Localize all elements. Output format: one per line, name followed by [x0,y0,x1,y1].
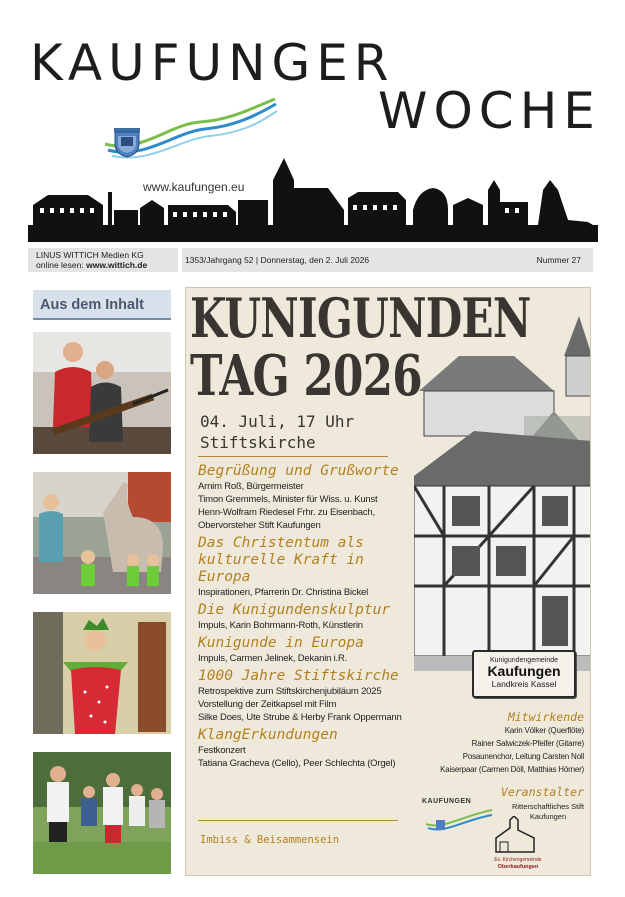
online-label: online lesen: [36,260,84,270]
organizer-block [501,785,584,799]
church-logo [488,816,548,872]
section-line: Inspirationen, Pfarrerin Dr. Christina Bickel [198,587,368,598]
poster-headline-line2: TAG 2026 [190,343,422,409]
participant: Posaunenchor, Leitung Carsten Noll [462,752,584,761]
town-skyline-illustration [28,150,598,242]
organizer-label: Veranstalter [500,785,584,799]
program-section [198,668,438,724]
participant: Karin Völker (Querflöte) [504,726,584,735]
program-section [198,727,438,770]
section-line: Timon Gremmels, Minister für Wiss. u. Kunst [198,494,378,505]
stift-line1: Ritterschaftliches Stift [511,802,585,811]
masthead-title-line1: KAUFUNGER [30,34,395,92]
issue-date: 1353/Jahrgang 52 | Donnerstag, den 2. Juli 2026 [185,255,370,265]
section-line: Vorstellung der Zeitkapsel mit Film [198,699,337,710]
section-line: Obervorsteher Stift Kaufungen [198,520,321,531]
event-place: Stiftskirche [200,433,316,452]
contents-sidebar [33,290,171,877]
sign-name: Kaufungen [487,663,561,679]
section-line: Impuls, Karin Bohrmann-Roth, Künstlerin [198,620,363,631]
kaufungen-logo-text: KAUFUNGEN [422,798,472,805]
sign-bottom: Landkreis Kassel [491,679,557,689]
publisher-name: LINUS WITTICH Medien KG [36,250,144,260]
program-section [198,635,438,665]
program-section [198,535,438,599]
poster-headline-line1: KUNIGUNDEN [190,287,531,350]
participants-label: Mitwirkende [507,710,584,724]
sidebar-heading: Aus dem Inhalt [33,290,171,320]
section-line: Arnim Roß, Bürgermeister [198,481,304,492]
closing-note: Imbiss & Beisammensein [200,834,340,846]
photo-family-outdoors[interactable] [33,752,171,874]
closing-divider [198,820,398,821]
section-title: 1000 Jahre Stiftskirche [198,668,399,684]
church-caption-1: Ev. Kirchengemeinde [494,857,542,863]
date-divider [198,456,388,457]
section-line: Retrospektive zum Stiftskirchenjubiläum 2025 [198,686,382,697]
event-program [198,460,438,770]
kunigundentag-poster [185,287,591,876]
bar-divider [178,248,182,272]
program-section [198,602,438,632]
participant: Rainer Salwiczek-Pfeifer (Gitarre) [471,739,584,748]
program-section [198,463,438,532]
section-title: Europa [198,569,251,585]
online-url[interactable]: www.wittich.de [86,260,148,270]
publisher-block [36,250,147,270]
sign-top: Kunigundengemeinde [489,657,559,664]
issue-info-bar [28,248,593,272]
event-date: 04. Juli, 17 Uhr [200,412,355,431]
website-url[interactable]: www.kaufungen.eu [143,180,245,194]
participants-block [440,710,584,776]
section-title: KlangErkundungen [198,727,338,743]
section-title: Die Kunigundenskulptur [198,602,391,618]
participant: Kaiserpaar (Carmen Döll, Matthias Hörner) [440,765,584,774]
section-title: Begrüßung und Grußworte [198,463,399,479]
section-title: Kunigunde in Europa [198,635,364,651]
issue-number: Nummer 27 [536,255,581,265]
section-title: Das Christentum als [198,535,364,551]
section-line: Henn-Wolfram Riedesel Frhr. zu Eisenbach, [198,507,375,518]
photo-band-musicians[interactable] [33,332,171,454]
section-line: Festkonzert [198,745,246,756]
section-title: kulturelle Kraft in [198,552,364,568]
masthead-title-line2: WOCHE [378,82,601,140]
section-line: Tatiana Gracheva (Cello), Peer Schlechta (Orgel) [198,758,396,769]
half-timbered-house-illustration [414,296,591,671]
town-sign [472,650,576,698]
stift-line2: Kaufungen [529,812,567,821]
photo-strawberry-costume[interactable] [33,612,171,734]
section-line: Impuls, Carmen Jelinek, Dekanin i.R. [198,653,348,664]
church-caption-2: Oberkaufungen [497,864,539,870]
photo-llama-children[interactable] [33,472,171,594]
section-line: Silke Does, Ute Strube & Herby Frank Oppermann [198,712,402,723]
